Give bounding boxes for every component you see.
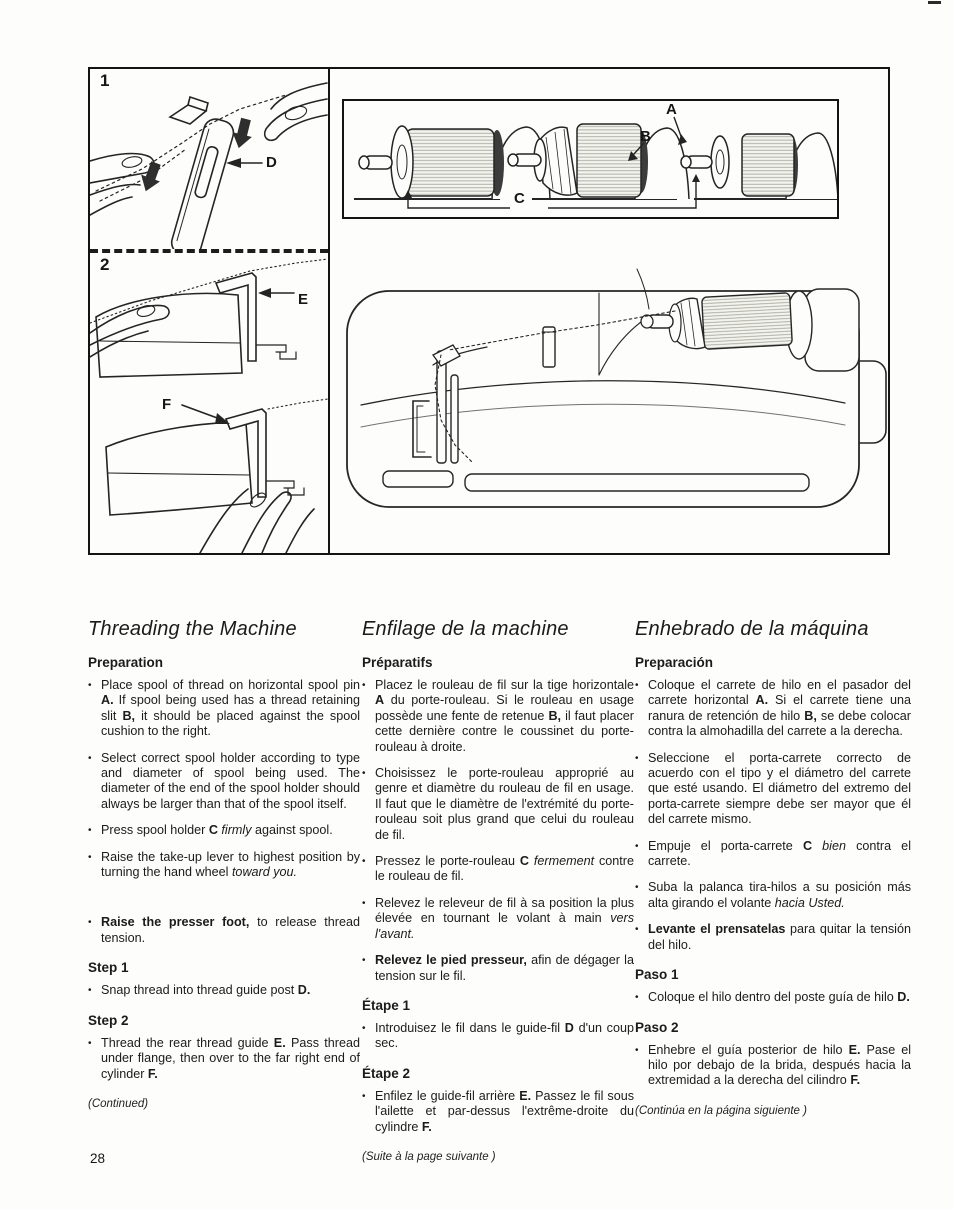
part-label-c: C	[514, 190, 525, 207]
bullet-text: Select correct spool holder according to type and diameter of spool being used. The diameter of the end of the spool holder should always be larger than that of the spool itself.	[101, 750, 360, 811]
bullet-icon: •	[362, 955, 366, 967]
bullet-icon: •	[362, 1022, 366, 1034]
thread-guide-post-illustration	[90, 69, 328, 249]
bullet-text: Press spool holder C firmly against spool.	[101, 823, 333, 838]
section-heading: Preparación	[635, 655, 714, 670]
column-title: Threading the Machine	[88, 618, 297, 640]
bullet-text: Suba la palanca tira-hilos a su posición más alta girando el volante hacia Usted.	[648, 880, 911, 910]
bullet-item	[635, 1043, 911, 1089]
continued-note: (Continúa en la página siguiente )	[635, 1104, 807, 1117]
bullet-icon: •	[635, 680, 639, 691]
bullet-text: Relevez le releveur de fil à sa position la plus élevée en tournant le volant à main vers l'avant.	[375, 895, 634, 941]
column-spanish	[635, 618, 911, 1117]
column-french	[362, 618, 634, 1163]
bullet-item	[88, 850, 360, 881]
bullet-item	[88, 751, 360, 813]
bullet-icon: •	[635, 1044, 639, 1056]
continued-note: (Continued)	[88, 1097, 149, 1110]
bullet-item	[362, 953, 634, 984]
bullet-text: Raise the presser foot, to release thread tension.	[101, 915, 361, 945]
bullet-icon: •	[362, 768, 366, 780]
bullet-icon: •	[635, 752, 639, 764]
scan-artifact-tick	[928, 1, 941, 4]
bullet-text: Choisissez le porte-rouleau approprié au genre et diamètre du rouleau de fil en usage. Il faut que le diamètre de l'extrémité du porte-rouleau soit plus grand que celui du rouleau de fil.	[375, 766, 634, 842]
bullet-item	[88, 983, 360, 998]
bullet-icon: •	[635, 882, 639, 894]
column-title: Enhebrado de la máquina	[635, 618, 869, 640]
bullet-icon: •	[88, 825, 92, 837]
spool-holder-illustration	[344, 101, 837, 217]
part-label-e: E	[298, 291, 309, 308]
figure-box	[88, 67, 890, 555]
bullet-item	[635, 839, 911, 870]
bullet-item	[635, 922, 911, 953]
bullet-icon: •	[362, 680, 366, 691]
bullet-item	[635, 678, 911, 740]
bullet-text: Place spool of thread on horizontal spool pin A. If spool being used has a thread retaining slit B, it should be placed against the spool cushion to the right.	[101, 678, 361, 739]
bullet-icon: •	[362, 856, 366, 868]
machine-top-illustration	[337, 255, 888, 551]
bullet-text: Enfilez le guide-fil arrière E. Passez le fil sous l'ailette et par-dessus l'extrême-droite du cylindre F.	[375, 1088, 635, 1134]
part-label-f: F	[162, 396, 172, 413]
bullet-icon: •	[88, 985, 92, 997]
bullet-text: Coloque el hilo dentro del poste guía de hilo D.	[648, 990, 910, 1005]
bullet-text: Raise the take-up lever to highest position by turning the hand wheel toward you.	[101, 849, 360, 880]
bullet-icon: •	[635, 924, 639, 936]
section-heading: Paso 2	[635, 1019, 679, 1035]
section-heading: Step 2	[88, 1012, 129, 1028]
bullet-icon: •	[362, 1090, 366, 1102]
section-heading: Step 1	[88, 960, 129, 976]
bullet-icon: •	[88, 851, 92, 863]
bullet-icon: •	[88, 680, 92, 691]
bullet-item	[362, 1089, 634, 1135]
bullet-icon: •	[362, 897, 366, 909]
bullet-text: Levante el prensatelas para quitar la tensión del hilo.	[648, 922, 911, 952]
panel-2-label: 2	[100, 255, 110, 274]
bullet-text: Relevez le pied presseur, afin de dégager la tension sur le fil.	[375, 953, 634, 983]
spacer	[88, 891, 360, 915]
section-heading: Étape 2	[362, 1065, 411, 1081]
bullet-item	[362, 766, 634, 843]
figure-step-panels	[88, 67, 330, 555]
bullet-item	[362, 678, 634, 755]
part-label-b: B	[640, 128, 651, 145]
bullet-item	[88, 678, 360, 740]
bullet-icon: •	[88, 752, 92, 764]
bullet-item	[635, 990, 911, 1005]
bullet-text: Pressez le porte-rouleau C fermement contre le rouleau de fil.	[375, 854, 635, 884]
bullet-icon: •	[635, 840, 639, 852]
section-heading: Paso 1	[635, 967, 679, 983]
bullet-text: Coloque el carrete de hilo en el pasador del carrete horizontal A. Si el carrete tiene una ranura de retención de hilo B, se debe colocar contra la almohadilla del carrete a la derecha.	[648, 678, 912, 739]
section-heading: Étape 1	[362, 997, 411, 1013]
bullet-item	[362, 854, 634, 885]
bullet-text: Thread the rear thread guide E. Pass thread under flange, then over to the far right end of cylinder F.	[101, 1035, 360, 1081]
bullet-text: Snap thread into thread guide post D.	[101, 983, 311, 998]
figure-spool-holders	[342, 99, 839, 219]
bullet-text: Enhebre el guía posterior de hilo E. Pase el hilo por debajo de la brida, después hacia la extremidad a la derecha del cilindro F.	[648, 1042, 912, 1088]
bullet-text: Empuje el porta-carrete C bien contra el carrete.	[648, 838, 911, 869]
continued-note: (Suite à la page suivante )	[362, 1150, 496, 1163]
bullet-item	[362, 896, 634, 942]
bullet-item	[635, 751, 911, 828]
bullet-item	[635, 880, 911, 911]
bullet-text: Introduisez le fil dans le guide-fil D d'un coup sec.	[375, 1020, 634, 1051]
bullet-text: Seleccione el porta-carrete correcto de acuerdo con el tipo y el diámetro del carrete que esté usando. El diámetro del extremo del porta-carrete siempre debe ser mayor que él del carrete mismo.	[648, 750, 911, 827]
bullet-item	[362, 1021, 634, 1052]
rear-thread-guide-illustration	[90, 253, 328, 553]
bullet-text: Placez le rouleau de fil sur la tige horizontale A du porte-rouleau. Si le rouleau en usage possède une fente de retenue B, il faut placer cette dernière contre le coussinet du porte-rouleau à droite.	[375, 678, 634, 754]
bullet-item	[88, 1036, 360, 1082]
panel-1-label: 1	[100, 71, 110, 90]
bullet-icon: •	[88, 1037, 92, 1049]
bullet-item	[88, 823, 360, 838]
page-number: 28	[90, 1151, 106, 1166]
bullet-icon: •	[88, 917, 92, 929]
bullet-item	[88, 915, 360, 946]
column-english	[88, 618, 360, 1110]
section-heading: Préparatifs	[362, 655, 433, 670]
part-label-a: A	[666, 101, 677, 118]
column-title: Enfilage de la machine	[362, 618, 569, 640]
bullet-icon: •	[635, 992, 639, 1004]
part-label-d: D	[266, 154, 277, 171]
section-heading: Preparation	[88, 655, 164, 670]
